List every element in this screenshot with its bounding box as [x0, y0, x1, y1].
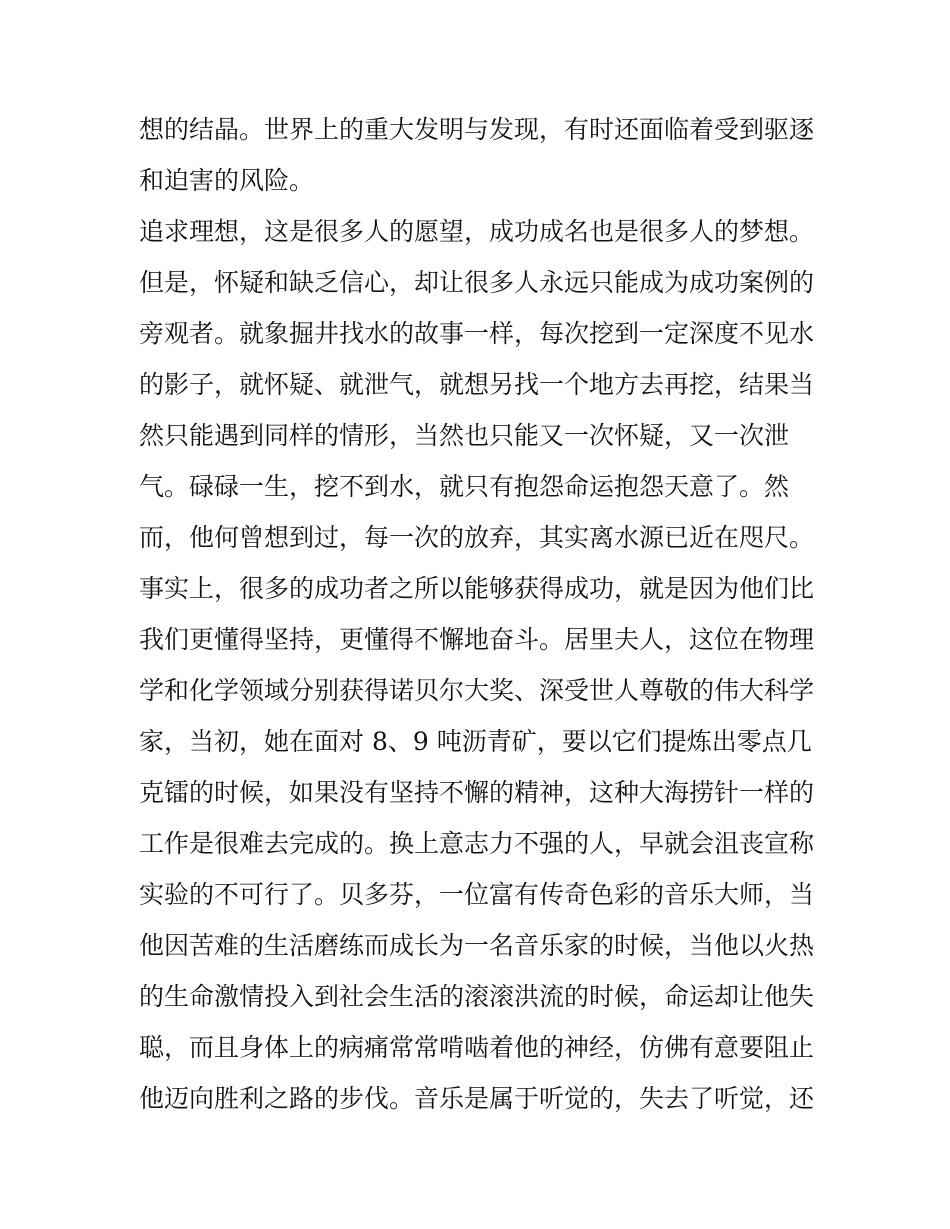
text-line: 追求理想，这是很多人的愿望，成功成名也是很多人的梦想。: [139, 217, 815, 246]
text-line: 但是，怀疑和缺乏信心，却让很多人永远只能成为成功案例的: [139, 268, 815, 297]
text-line: 的生命激情投入到社会生活的滚滚洪流的时候，命运却让他失: [139, 982, 815, 1011]
text-line: 他因苦难的生活磨练而成长为一名音乐家的时候，当他以火热: [139, 931, 815, 960]
text-line: 而，他何曾想到过，每一次的放弃，其实离水源已近在咫尺。: [139, 523, 815, 552]
text-line: 的影子，就怀疑、就泄气，就想另找一个地方去再挖，结果当: [139, 370, 815, 399]
text-line: 聪，而且身体上的病痛常常啃啮着他的神经，仿佛有意要阻止: [139, 1033, 815, 1062]
body-text: [139, 104, 819, 1124]
text-line: 气。碌碌一生，挖不到水，就只有抱怨命运抱怨天意了。然: [139, 472, 790, 501]
text-line: 想的结晶。世界上的重大发明与发现，有时还面临着受到驱逐: [139, 115, 815, 144]
text-line: 他迈向胜利之路的步伐。音乐是属于听觉的，失去了听觉，还: [139, 1084, 815, 1113]
text-line: 家，当初，她在面对 8、9 吨沥青矿，要以它们提炼出零点几: [139, 727, 812, 756]
text-line: 和迫害的风险。: [139, 166, 315, 195]
text-line: 实验的不可行了。贝多芬，一位富有传奇色彩的音乐大师，当: [139, 880, 815, 909]
text-line: 我们更懂得坚持，更懂得不懈地奋斗。居里夫人，这位在物理: [139, 625, 815, 654]
text-line: 学和化学领域分别获得诺贝尔大奖、深受世人尊敬的伟大科学: [139, 676, 815, 705]
text-line: 工作是很难去完成的。换上意志力不强的人，早就会沮丧宣称: [139, 829, 815, 858]
text-line: 旁观者。就象掘井找水的故事一样，每次挖到一定深度不见水: [139, 319, 815, 348]
text-line: 克镭的时候，如果没有坚持不懈的精神，这种大海捞针一样的: [139, 778, 815, 807]
text-line: 然只能遇到同样的情形，当然也只能又一次怀疑，又一次泄: [139, 421, 790, 450]
text-line: 事实上，很多的成功者之所以能够获得成功，就是因为他们比: [139, 574, 815, 603]
